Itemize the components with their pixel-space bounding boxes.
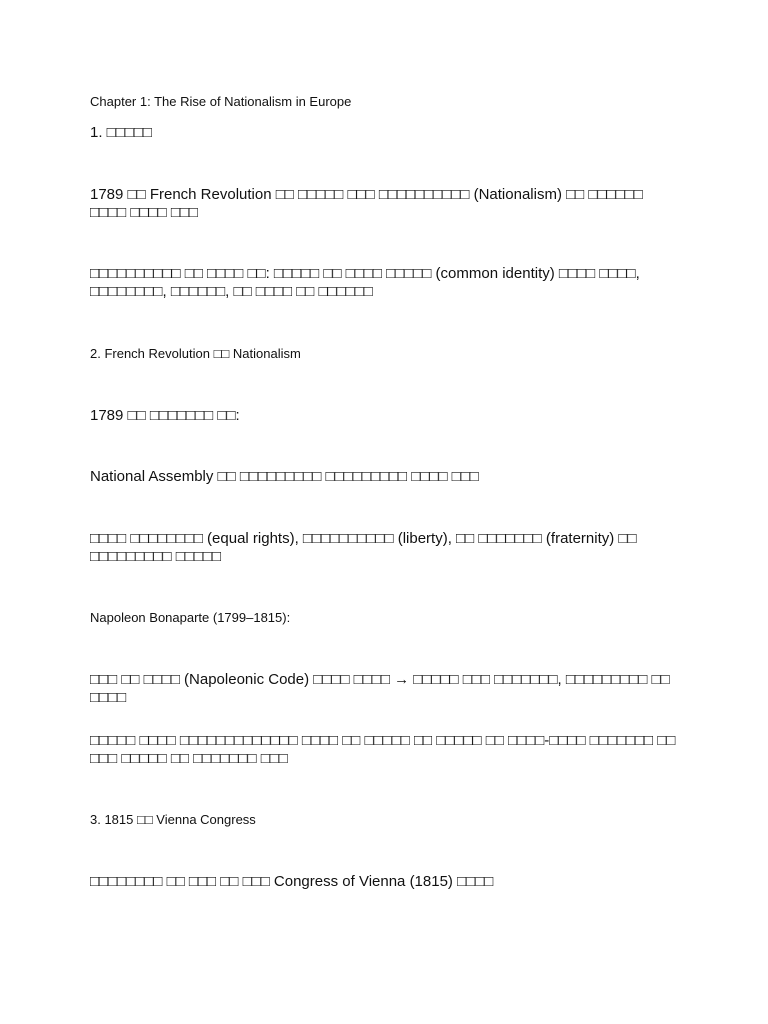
section-heading: 2. French Revolution □□ Nationalism [90, 346, 301, 361]
paragraph: 1789 □□ □□□□□□□ □□: [90, 407, 240, 424]
paragraph: □□□ □□ □□□□ (Napoleonic Code) □□□□ □□□□ → □□□□□ □□□ □□□□□□□, □□□□□□□□□ □□ □□□□ [90, 671, 670, 706]
paragraph: □□□□□ □□□□ □□□□□□□□□□□□□ □□□□ □□ □□□□□ □□ □□□□□ □□ □□□□-□□□□ □□□□□□□ □□ □□□ □□□□□ □□ □□□□□□□ □□□ [90, 732, 676, 767]
paragraph: National Assembly □□ □□□□□□□□□ □□□□□□□□□ □□□□ □□□ [90, 468, 479, 485]
document-title: Chapter 1: The Rise of Nationalism in Europe [90, 94, 352, 109]
section-heading-intro: 1. □□□□□ [90, 124, 152, 141]
section-heading: 3. 1815 □□ Vienna Congress [90, 812, 256, 827]
paragraph: □□□□□□□□□□ □□ □□□□ □□: □□□□□ □□ □□□□ □□□□□ (common identity) □□□□ □□□□, □□□□□□□□, □□□□□□, □□ □□□□ □□ □□□□□□ [90, 265, 640, 300]
paragraph: □□□□ □□□□□□□□ (equal rights), □□□□□□□□□□ (liberty), □□ □□□□□□□ (fraternity) □□ □□□□□□□□□ □□□□□ [90, 530, 637, 565]
section-heading: Napoleon Bonaparte (1799–1815): [90, 610, 291, 625]
paragraph: □□□□□□□□ □□ □□□ □□ □□□ Congress of Vienna (1815) □□□□ [90, 873, 494, 890]
paragraph: 1789 □□ French Revolution □□ □□□□□ □□□ □□□□□□□□□□ (Nationalism) □□ □□□□□□ □□□□ □□□□ □□□ [90, 186, 643, 221]
